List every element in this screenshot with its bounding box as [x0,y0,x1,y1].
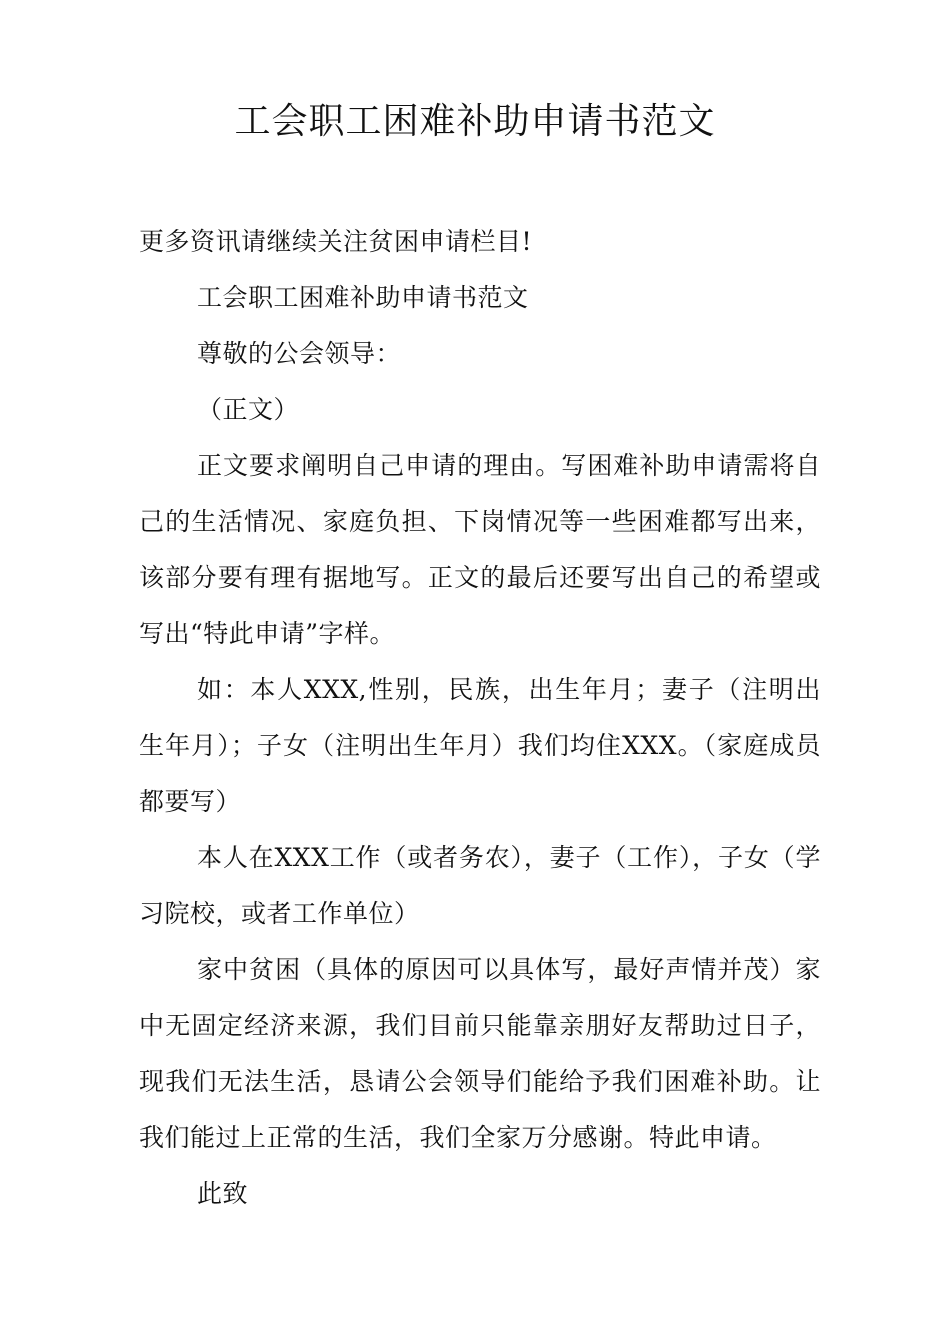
body-paragraph: 正文要求阐明自己申请的理由。写困难补助申请需将自己的生活情况、家庭负担、下岗情况等一些困难都写出来，该部分要有理有据地写。正文的最后还要写出自己的希望或写出“特此申请”字样。 [139,451,821,648]
document-title: 工会职工困难补助申请书范文 [234,101,716,142]
salutation-paragraph: 尊敬的公会领导： [197,339,402,368]
subtitle-paragraph: 工会职工困难补助申请书范文 [197,283,529,312]
body-paragraph: 家中贫困（具体的原因可以具体写，最好声情并茂）家中无固定经济来源，我们目前只能靠亲朋好友帮助过日子，现我们无法生活，恳请公会领导们能给予我们困难补助。让我们能过上正常的生活，我们全家万分感谢。特此申请。 [139,955,821,1152]
body-paragraph: 本人在XXX工作（或者务农），妻子（工作），子女（学习院校，或者工作单位） [139,843,821,928]
closing-paragraph: 此致 [197,1179,249,1208]
intro-paragraph: 更多资讯请继续关注贫困申请栏目! [139,227,533,256]
body-marker-paragraph: （正文） [197,395,300,424]
document-body [139,214,821,1222]
body-paragraph: 如：本人XXX,性别，民族，出生年月；妻子（注明出生年月）；子女（注明出生年月）我们均住XXX。（家庭成员都要写） [139,675,821,816]
